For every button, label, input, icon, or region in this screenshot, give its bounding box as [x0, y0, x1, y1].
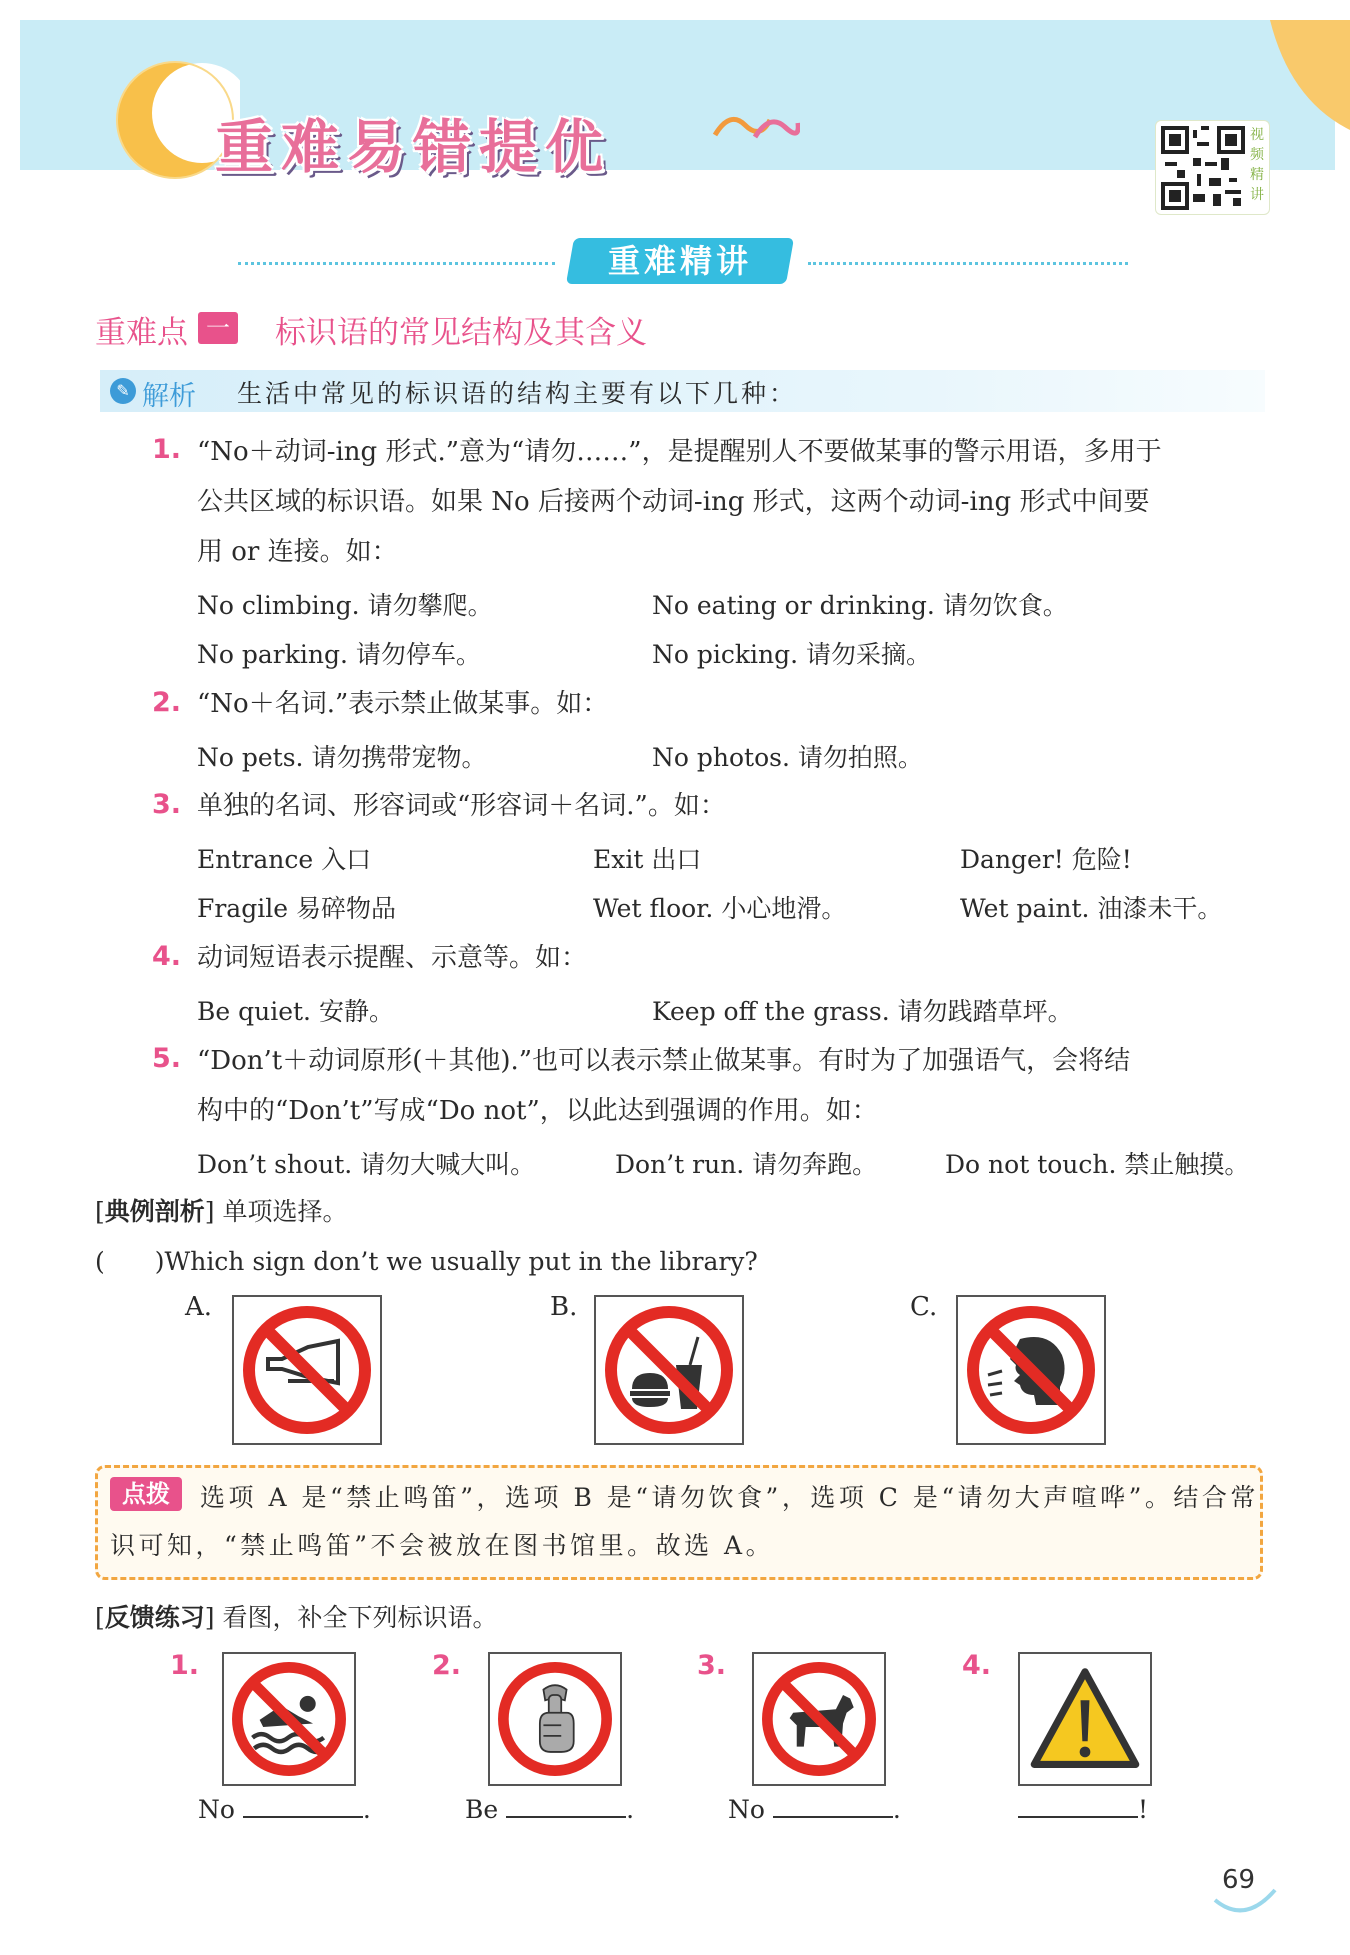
answer-prefix: No	[198, 1795, 235, 1824]
key-point-prefix: 重难点	[95, 315, 188, 351]
practice-number: 4.	[962, 1650, 992, 1681]
option-b-sign[interactable]	[594, 1295, 744, 1445]
no-horn-icon	[234, 1297, 380, 1443]
example: No pets. 请勿携带宠物。	[197, 743, 487, 772]
example: Exit 出口	[593, 845, 702, 874]
example: Entrance 入口	[197, 845, 372, 874]
example: Wet floor. 小心地滑。	[593, 894, 847, 923]
practice-answer-line	[728, 1795, 901, 1824]
item-number: 4.	[152, 941, 182, 972]
answer-prefix: No	[728, 1795, 765, 1824]
example: Fragile 易碎物品	[197, 894, 396, 923]
practice-instruction: 看图，补全下列标识语。	[222, 1603, 498, 1632]
item-number: 3.	[152, 789, 182, 820]
item-5-line-2: 构中的“Don’t”写成“Do not”，以此达到强调的作用。如：	[197, 1096, 878, 1126]
example: Danger! 危险!	[960, 845, 1132, 874]
item-5-line-1: “Don’t＋动词原形(＋其他).”也可以表示禁止做某事。有时为了加强语气，会将结	[197, 1046, 1131, 1076]
answer-suffix: !	[1138, 1795, 1149, 1824]
qr-code-icon[interactable]	[1161, 126, 1245, 210]
answer-blank[interactable]	[243, 1816, 363, 1818]
hint-tag: 点拨	[110, 1477, 182, 1511]
option-label: C.	[910, 1292, 938, 1322]
analysis-label: 解析	[142, 381, 196, 412]
practice-1-sign	[222, 1652, 356, 1786]
example: Keep off the grass. 请勿践踏草坪。	[652, 997, 1073, 1026]
practice-number: 3.	[697, 1650, 727, 1681]
answer-blank[interactable]	[773, 1816, 893, 1818]
answer-blank[interactable]	[506, 1816, 626, 1818]
qr-label: 视频精讲	[1250, 127, 1264, 203]
practice-heading: [反馈练习] 看图，补全下列标识语。	[95, 1603, 498, 1632]
answer-suffix: .	[626, 1795, 635, 1824]
question	[95, 1242, 758, 1278]
practice-3-sign	[752, 1652, 886, 1786]
example: Wet paint. 油漆未干。	[960, 894, 1223, 923]
example: No eating or drinking. 请勿饮食。	[652, 591, 1068, 620]
practice-number: 2.	[432, 1650, 462, 1681]
qr-code-panel[interactable]	[1155, 120, 1270, 215]
example: Don’t run. 请勿奔跑。	[615, 1150, 878, 1179]
example: No picking. 请勿采摘。	[652, 640, 932, 669]
example: Don’t shout. 请勿大喊大叫。	[197, 1150, 536, 1179]
analysis-text: 生活中常见的标识语的结构主要有以下几种：	[237, 379, 798, 408]
practice-answer-line	[465, 1795, 634, 1824]
section-tag: 重难精讲	[607, 242, 752, 280]
key-point-badge: 一	[198, 312, 238, 344]
no-dogs-icon	[754, 1654, 884, 1784]
practice-tag: 反馈练习	[104, 1603, 205, 1632]
page-title: 重难易错提优	[215, 113, 612, 181]
danger-warning-icon	[1020, 1654, 1150, 1784]
key-point-title: 标识语的常见结构及其含义	[275, 315, 647, 351]
hint-text-line-1: 选项 A 是“禁止鸣笛”，选项 B 是“请勿饮食”，选项 C 是“请勿大声喧哗”。结合常	[200, 1483, 1259, 1512]
item-1-line-2: 公共区域的标识语。如果 No 后接两个动词-ing 形式，这两个动词-ing 形式中间要	[197, 487, 1150, 517]
answer-suffix: .	[362, 1795, 371, 1824]
item-2-line-1: “No＋名词.”表示禁止做某事。如：	[197, 689, 609, 719]
no-food-drink-icon	[596, 1297, 742, 1443]
practice-4-sign	[1018, 1652, 1152, 1786]
page-number: 69	[1222, 1865, 1256, 1895]
item-3-line-1: 单独的名词、形容词或“形容词＋名词.”。如：	[197, 791, 726, 821]
no-shouting-icon	[958, 1297, 1104, 1443]
corner-decoration-icon	[1270, 20, 1350, 130]
answer-paren[interactable]: ( )	[95, 1247, 165, 1276]
answer-blank[interactable]	[1018, 1816, 1138, 1818]
hint-text-line-2: 识可知，“禁止鸣笛”不会被放在图书馆里。故选 A。	[110, 1531, 775, 1560]
item-1-line-3: 用 or 连接。如：	[197, 537, 398, 567]
practice-answer-line	[198, 1795, 371, 1824]
divider-right	[808, 262, 1128, 265]
example-analysis-instruction: 单项选择。	[222, 1197, 348, 1226]
item-number: 1.	[152, 434, 182, 465]
question-text: Which sign don’t we usually put in the library?	[164, 1247, 758, 1276]
divider-left	[238, 262, 555, 265]
item-number: 2.	[152, 687, 182, 718]
swirl-decoration-icon	[710, 105, 800, 145]
practice-number: 1.	[170, 1650, 200, 1681]
option-label: A.	[185, 1292, 213, 1322]
answer-prefix: Be	[465, 1795, 499, 1824]
example-analysis-heading: [典例剖析] 单项选择。	[95, 1197, 348, 1226]
example-analysis-tag: 典例剖析	[104, 1197, 205, 1226]
item-1-line-1: “No＋动词-ing 形式.”意为“请勿……”，是提醒别人不要做某事的警示用语，多用于	[197, 437, 1162, 467]
no-swimming-icon	[224, 1654, 354, 1784]
example: No photos. 请勿拍照。	[652, 743, 923, 772]
example: Be quiet. 安静。	[197, 997, 394, 1026]
be-quiet-icon	[490, 1654, 620, 1784]
example: No climbing. 请勿攀爬。	[197, 591, 493, 620]
practice-answer-line	[1018, 1795, 1148, 1824]
practice-2-sign	[488, 1652, 622, 1786]
item-4-line-1: 动词短语表示提醒、示意等。如：	[197, 943, 588, 973]
answer-suffix: .	[892, 1795, 901, 1824]
example: No parking. 请勿停车。	[197, 640, 481, 669]
option-c-sign[interactable]	[956, 1295, 1106, 1445]
pencil-icon: ✎	[110, 378, 136, 404]
example: Do not touch. 禁止触摸。	[945, 1150, 1250, 1179]
item-number: 5.	[152, 1043, 182, 1074]
option-label: B.	[550, 1292, 578, 1322]
option-a-sign[interactable]	[232, 1295, 382, 1445]
